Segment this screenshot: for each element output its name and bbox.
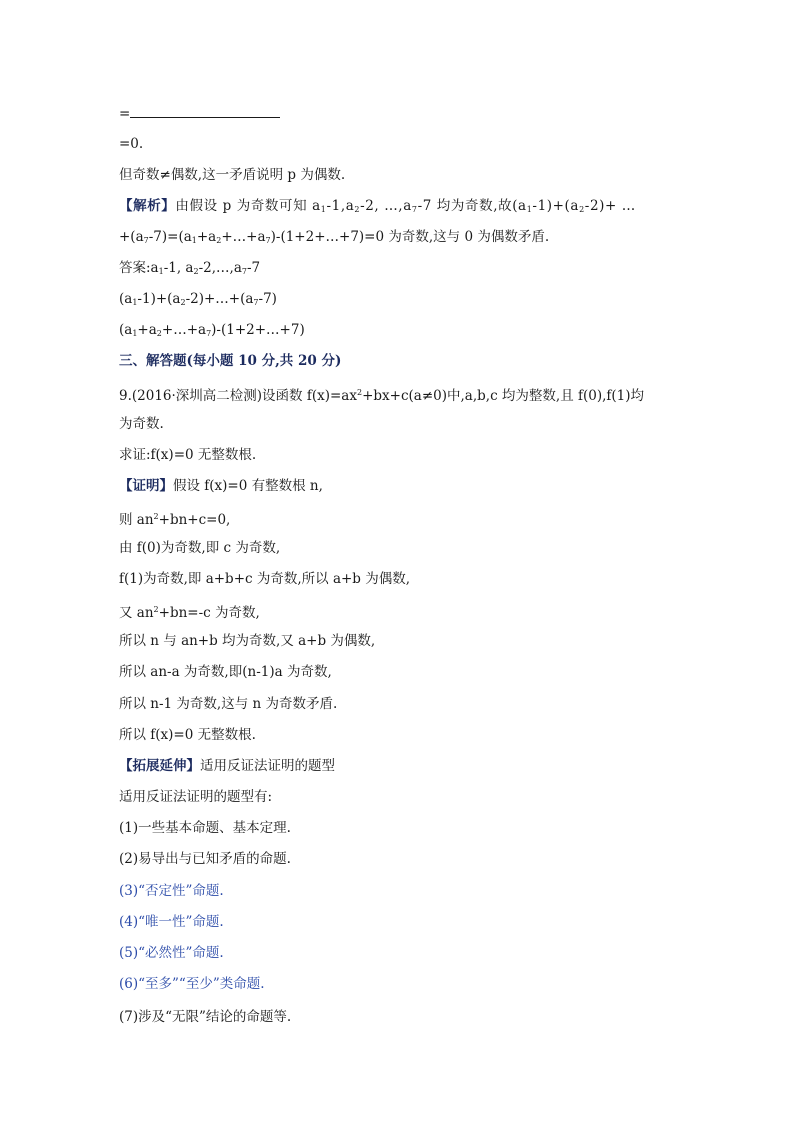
analysis-line-1: 【解析】由假设 p 为奇数可知 $a_1-1,a_2-2$, $\dots,a_7-7$ 均为奇数,故$(a_1-1)+(a_2-2)+$ …: [119, 198, 636, 214]
proof-line-1: 【证明】假设 f(x)=0 有整数根 n,: [119, 478, 323, 494]
list-item: (6)“至多”“至少”类命题.: [119, 976, 265, 992]
proof-line-4: f(1)为奇数,即 a+b+c 为奇数,所以 a+b 为偶数,: [119, 571, 411, 587]
equals-sign: =: [119, 106, 131, 122]
question-9-line-2: 为奇数.: [119, 416, 164, 432]
proof-tag: 【证明】: [119, 478, 173, 494]
list-item: (1)一些基本命题、基本定理.: [119, 820, 291, 836]
extension-intro: 适用反证法证明的题型有:: [119, 789, 273, 805]
proof-line-5: 又 $an^2+bn=-c$ 为奇数,: [119, 605, 260, 621]
text-line: 但奇数≠偶数,这一矛盾说明 p 为偶数.: [119, 167, 346, 183]
proof-line-7: 所以 an-a 为奇数,即(n-1)a 为奇数,: [119, 664, 332, 680]
list-item: (3)“否定性”命题.: [119, 883, 224, 899]
proof-line-8: 所以 n-1 为奇数,这与 n 为奇数矛盾.: [119, 696, 338, 712]
list-item: (5)“必然性”命题.: [119, 945, 224, 961]
list-item: (2)易导出与已知矛盾的命题.: [119, 851, 291, 867]
extension-tag: 【拓展延伸】: [119, 758, 200, 774]
answer-line-1: 答案$:a_1-1$, $a_2-2,\dots,a_7-7$: [119, 260, 261, 276]
analysis-tag: 【解析】: [119, 198, 176, 214]
fill-blank-line: [119, 104, 280, 123]
analysis-line-2: $+(a_7-7)=(a_1+a_2+\dots+a_7)-(1+2+\dots+7)=0$ 为奇数,这与 0 为偶数矛盾.: [119, 229, 550, 245]
list-item: (7)涉及“无限”结论的命题等.: [119, 1009, 292, 1025]
answer-blank: [130, 104, 280, 118]
question-9-line-1: 9.(2016·深圳高二检测)设函数 $f(x)=ax^2+bx+c(a\ne 0)$中,a,b,c 均为整数,且 f(0),f(1)均: [119, 388, 645, 404]
list-item: (4)“唯一性”命题.: [119, 914, 224, 930]
proof-line-9: 所以 f(x)=0 无整数根.: [119, 727, 256, 743]
proof-line-3: 由 f(0)为奇数,即 c 为奇数,: [119, 540, 281, 556]
extension-heading: 【拓展延伸】适用反证法证明的题型: [119, 758, 335, 774]
proof-line-2: 则 $an^2+bn+c=0$,: [119, 512, 231, 528]
prove-statement: 求证:f(x)=0 无整数根.: [119, 447, 257, 463]
section-heading: 三、解答题(每小题 10 分,共 20 分): [119, 353, 342, 369]
proof-line-6: 所以 n 与 an+b 均为奇数,又 a+b 为偶数,: [119, 633, 376, 649]
answer-line-3: $(a_1+a_2+\dots+a_7)-(1+2+\dots+7)$: [119, 322, 305, 338]
text-line: =0.: [119, 136, 144, 152]
answer-line-2: $(a_1-1)+(a_2-2)+\dots+(a_7-7)$: [119, 291, 277, 307]
